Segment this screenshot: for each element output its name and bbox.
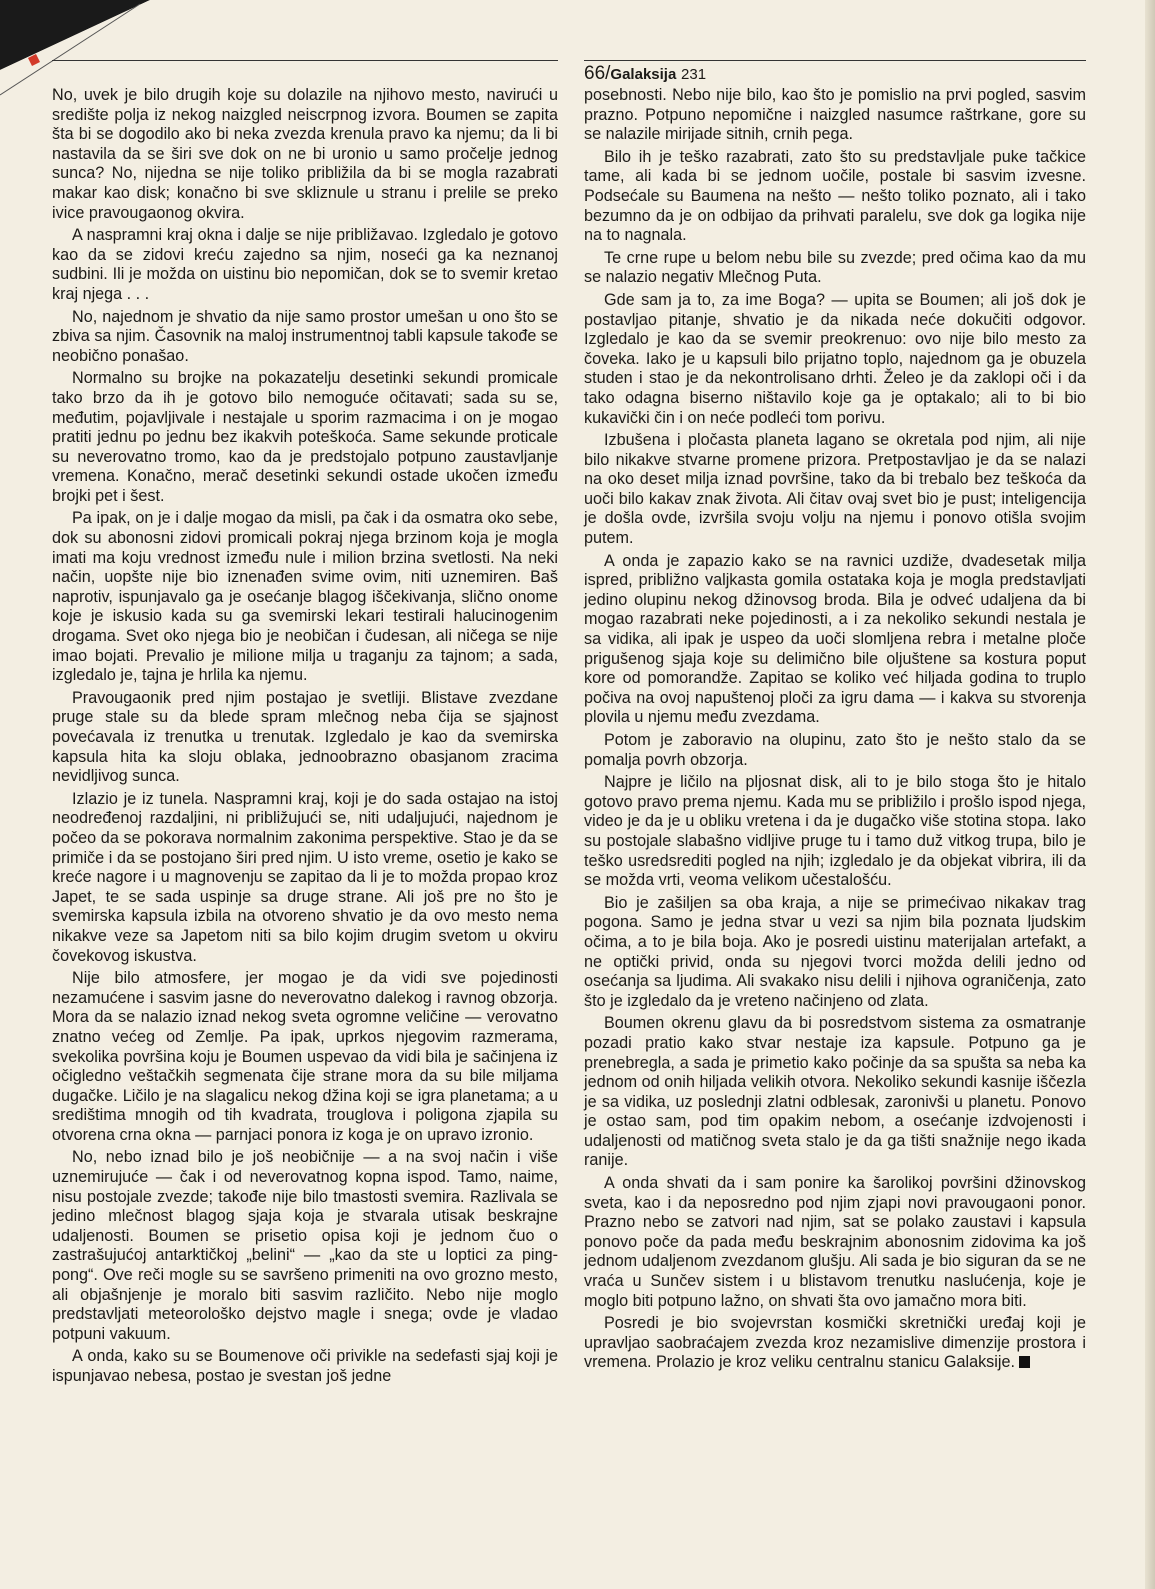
paragraph: Izlazio je iz tunela. Naspramni kraj, koji je do sada ostajao na istoj neodređenoj razdaljini, ni približujući se, niti udaljujući, najednom je počeo da se pokorava normalnim zakonima perspektive. Stao je da se primiče i da se postojano širi pred njim. U isto vreme, osetio je kako se kreće nagore i u magnovenju se zapitao da li je to možda propao kroz Japet, te se sada uspinje sa druge strane. Ali još pre no što je svemirska kapsula izbila na otvoreno shvatio je da ovo mesto nema nikakve veze sa Japetom niti sa bilo kojim drugim svetom u okviru čovekovog iskustva. bbox=[52, 789, 558, 965]
paragraph: A onda, kako su se Boumenove oči privikle na sedefasti sjaj koji je ispunjavao nebesa, postao je svestan još jedne bbox=[52, 1347, 558, 1385]
paragraph: Potom je zaboravio na olupinu, zato što je nešto stalo da se pomalja povrh obzorja. bbox=[584, 731, 1086, 769]
paragraph: Nije bilo atmosfere, jer mogao je da vidi sve pojedinosti nezamućene i sasvim jasne do neverovatno dalekog i ravnog obzorja. Mora da se nalazio iznad nekog sveta ogromne veličine — verovatno znatno većeg od Zemlje. Pa ipak, uprkos njegovim razmerama, svekolika površina koju je Boumen uspevao da vidi bila je sačinjena iz očigledno veštačkih segmenata čije strane mora da su bile miljama dugačke. Ličilo je na slagalicu nekog džina koji se igra planetama; a u središtima mnogih od tih kvadrata, trouglova i poligona zjapila su otvorena crna okna — parnjaci ponora iz koga je on upravo izronio. bbox=[52, 969, 558, 1144]
header-rule-right bbox=[584, 60, 1086, 61]
paragraph-text: Posredi je bio svojevrstan kosmički skretnički uređaj koji je upravljao saobraćajem zvezda kroz nezamislive dimenzije prostora i vremena. Prolazio je kroz veliku centralnu stanicu Galaksije. bbox=[584, 1314, 1086, 1372]
paragraph: No, uvek je bilo drugih koje su dolazile na njihovo mesto, navirući u središte polja iz nekog naizgled neiscrpnog izvora. Boumen se zapita šta bi se dogodilo ako bi neka zvezda krenula pravo ka njemu; da li bi nastavila da se širi sve dok on ne bi uronio u samo pročelje jednog sunca? No, nijedna se nije toliko približila da bi se mogla razabrati makar kao disk; konačno bi sve skliznule u stranu i prelile se preko ivice pravougaonog okvira. bbox=[52, 86, 558, 222]
header-rule-left bbox=[52, 60, 558, 61]
end-of-article-mark bbox=[1019, 1356, 1030, 1368]
paragraph: Boumen okrenu glavu da bi posredstvom sistema za osmatranje pozadi pratio kako stvar nestaje iza kapsule. Potpuno ga je prenebregla, a sada je primetio kako počinje da sa spušta sa neba ka jednom od onih hiljada velikih otvora. Nekoliko sekundi kasnije iščezla je sa vidika, uz poslednji zlatni odblesak, zaronivši u planetu. Ponovo je ostao sam, pod tim opakim nebom, a osećanje izdvojenosti i udaljenosti od matičnog sveta stalo je da ga tišti snažnije nego ikada ranije. bbox=[584, 1014, 1086, 1170]
paragraph: posebnosti. Nebo nije bilo, kao što je pomislio na prvi pogled, sasvim prazno. Potpuno nepomične i naizgled nasumce raštrkane, gore su se nalazile mirijade sitnih, crnih pega. bbox=[584, 86, 1086, 144]
paragraph: No, nebo iznad bilo je još neobičnije — a na svoj način i više uznemirujuće — čak i od neverovatnog kopna ispod. Tamo, naime, nisu postojale zvezde; takođe nije bilo tmastosti svemira. Razlivala se jedino mlečnost blagog sjaja koja je stvarala utisak beskrajne udaljenosti. Boumen se prisetio opisa koji je jednom čuo o zastrašujućoj antarktičkoj „belini“ — „kao da ste u loptici za ping-pong“. Ove reči mogle su se savršeno primeniti na ovo grozno mesto, ali objašnjenje je moralo biti sasvim različito. Nebo nije moglo predstavljati meteorološko dejstvo magle i snega; ovde je vladao potpuni vakuum. bbox=[52, 1148, 558, 1343]
paragraph: Izbušena i pločasta planeta lagano se okretala pod njim, ali nije bilo nikakve stvarne promene prizora. Pretpostavljao je da se nalazi na oko deset milja iznad površine, tako da bi trebalo bez teškoća da uoči bilo kakav znak života. Ali čitav ovaj svet bio je pust; inteligencija je došla ovde, izvršila svoju volju na njemu i ponovo otišla svojim putem. bbox=[584, 431, 1086, 548]
last-paragraph bbox=[584, 1314, 1086, 1373]
paragraph: A onda shvati da i sam ponire ka šarolikoj površini džinovskog sveta, kao i da neposredno pod njim zjapi novi pravougaoni ponor. Prazno nebo se zatvori nad njim, sat se polako zaustavi i kapsula ponovo poče da pada među beskrajnim abonosnim zidovima ka još jednom udaljenom zvezdanom glušju. Ali sada je bio siguran da se ne vraća u Sunčev sistem i u blistavom trenutku naslućenja, koje je moglo biti potpuno lažno, on shvati šta ovo jamačno mora biti. bbox=[584, 1174, 1086, 1310]
page-edge bbox=[1145, 0, 1155, 1589]
paragraph: A naspramni kraj okna i dalje se nije približavao. Izgledalo je gotovo kao da se zidovi kreću zajedno sa njim, noseći ga ka neznanoj sudbini. Ili je možda on uistinu bio nepomičan, dok se to svemir kretao kraj njega . . . bbox=[52, 226, 558, 303]
paragraph: Pa ipak, on je i dalje mogao da misli, pa čak i da osmatra oko sebe, dok su abonosni zidovi promicali pokraj njega brzinom koja je mogla imati ma koju vrednost između nule i milion brzina svetlosti. Na neki način, uopšte nije bio iznenađen svime ovim, niti uznemiren. Baš naprotiv, ispunjavalo ga je osećanje blagog iščekivanja, slično onome koje je iskusio kada su ga svemirski lekari testirali halucinogenim drogama. Svet oko njega bio je neobičan i čudesan, ali ničega se nije imao bojati. Prevalio je milione milja u traganju za tajnom; a sada, izgledalo je, tajna je hrlila ka njemu. bbox=[52, 509, 558, 685]
paragraph: No, najednom je shvatio da nije samo prostor umešan u ono što se zbiva sa njim. Časovnik na maloj instrumentnoj tabli kapsule takođe se neobično ponašao. bbox=[52, 307, 558, 365]
page-number: 66/ bbox=[584, 63, 611, 84]
paragraph: Normalno su brojke na pokazatelju desetinki sekundi promicale tako brzo da ih je gotovo bilo nemoguće očitavati; sada su se, međutim, pojavljivale i nestajale u sporim razmacima i on je mogao pratiti jednu po jednu bez ikakvih poteškoća. Same sekunde proticale su neverovatno tromo, kao da je predstojalo potpuno zaustavljanje vremena. Konačno, merač desetinki sekundi ostade ukočen između brojki pet i šest. bbox=[52, 369, 558, 505]
paragraph: Pravougaonik pred njim postajao je svetliji. Blistave zvezdane pruge stale su da blede spram mlečnog neba čija se sjajnost povećavala iz trenutka u trenutak. Izgledalo je kao da svemirska kapsula hita ka sloju oblaka, jednoobrazno obasjanom zracima nevidljivog sunca. bbox=[52, 688, 558, 786]
magazine-name: Galaksija bbox=[610, 66, 677, 83]
paragraph: Te crne rupe u belom nebu bile su zvezde; pred očima kao da mu se nalazio negativ Mlečnog Puta. bbox=[584, 248, 1086, 287]
paragraph: Bilo ih je teško razabrati, zato što su predstavljale puke tačkice tame, ali kada bi se jednom uočile, postale bi sasvim izvesne. Podsećale su Baumena na nešto — nešto toliko poznato, ali i tako bezumno da je on odbijao da prihvati paralelu, sve dok ga logika nije na to nagnala. bbox=[584, 147, 1086, 245]
paragraph: A onda je zapazio kako se na ravnici uzdiže, dvadesetak milja ispred, približno valjkasta gomila ostataka koja je mogla predstavljati jedino olupinu nekog džinovsog broda. Bila je odveć udaljena da bi mogao razabrati neke pojedinosti, a i za nekoliko sekundi nestala je sa vidika, ali ipak je uspeo da uoči slomljena rebra i metalne ploče prigušenog sjaja koje su delimično bile oljuštene sa kostura poput kore od pomorandže. Zapitao se koliko već hiljada godina to truplo počiva na ovoj napuštenoj ploči za igru dama — i kakva su stvorenja plovila u njemu među zvezdama. bbox=[584, 551, 1086, 727]
paragraph: Gde sam ja to, za ime Boga? — upita se Boumen; ali još dok je postavljao pitanje, shvatio je da nikada neće dokučiti odgovor. Izgledalo je kao da se svemir preokrenuo: ovo nije bilo mesto za čoveka. Iako je u kapsuli bilo prijatno toplo, najednom ga je obuzela studen i stao je da nekontrolisano drhti. Želeo je da zaklopi oči i da tako odagna biserno ništavilo koje ga je optakalo; ali to bi bio kukavički čin i on neće podleći tom porivu. bbox=[584, 290, 1086, 427]
page-folio bbox=[584, 64, 706, 85]
issue-number: 231 bbox=[681, 66, 707, 83]
paragraph: Najpre je ličilo na pljosnat disk, ali to je bilo stoga što je hitalo gotovo pravo prema njemu. Kada mu se približilo i prošlo ispod njega, video je da je u obliku vretena i da je dugačko više stotina stopa. Iako su postojale slabašno vidljive pruge tu i tamo duž vitkog trupa, bilo je teško usredsrediti pogled na njih; izgledalo je da objekat vibrira, ili da se možda vrti, veoma velikom učestalošću. bbox=[584, 773, 1086, 890]
right-text-column bbox=[584, 86, 1086, 1376]
paragraph: Bio je zašiljen sa oba kraja, a nije se primećivao nikakav trag pogona. Samo je jedna stvar u vezi sa njim bila poznata ljudskim očima, a to je bila boja. Ako je posredi uistinu materijalan artefakt, a ne optički privid, onda su njegovi tvorci možda delili jedno od osećanja sa ljudima. Ali svakako nisu delili i njihova ograničenja, zato što je izgledalo da je vreteno načinjeno od zlata. bbox=[584, 893, 1086, 1010]
torn-corner-graphic bbox=[0, 0, 150, 100]
left-text-column bbox=[52, 86, 558, 1390]
